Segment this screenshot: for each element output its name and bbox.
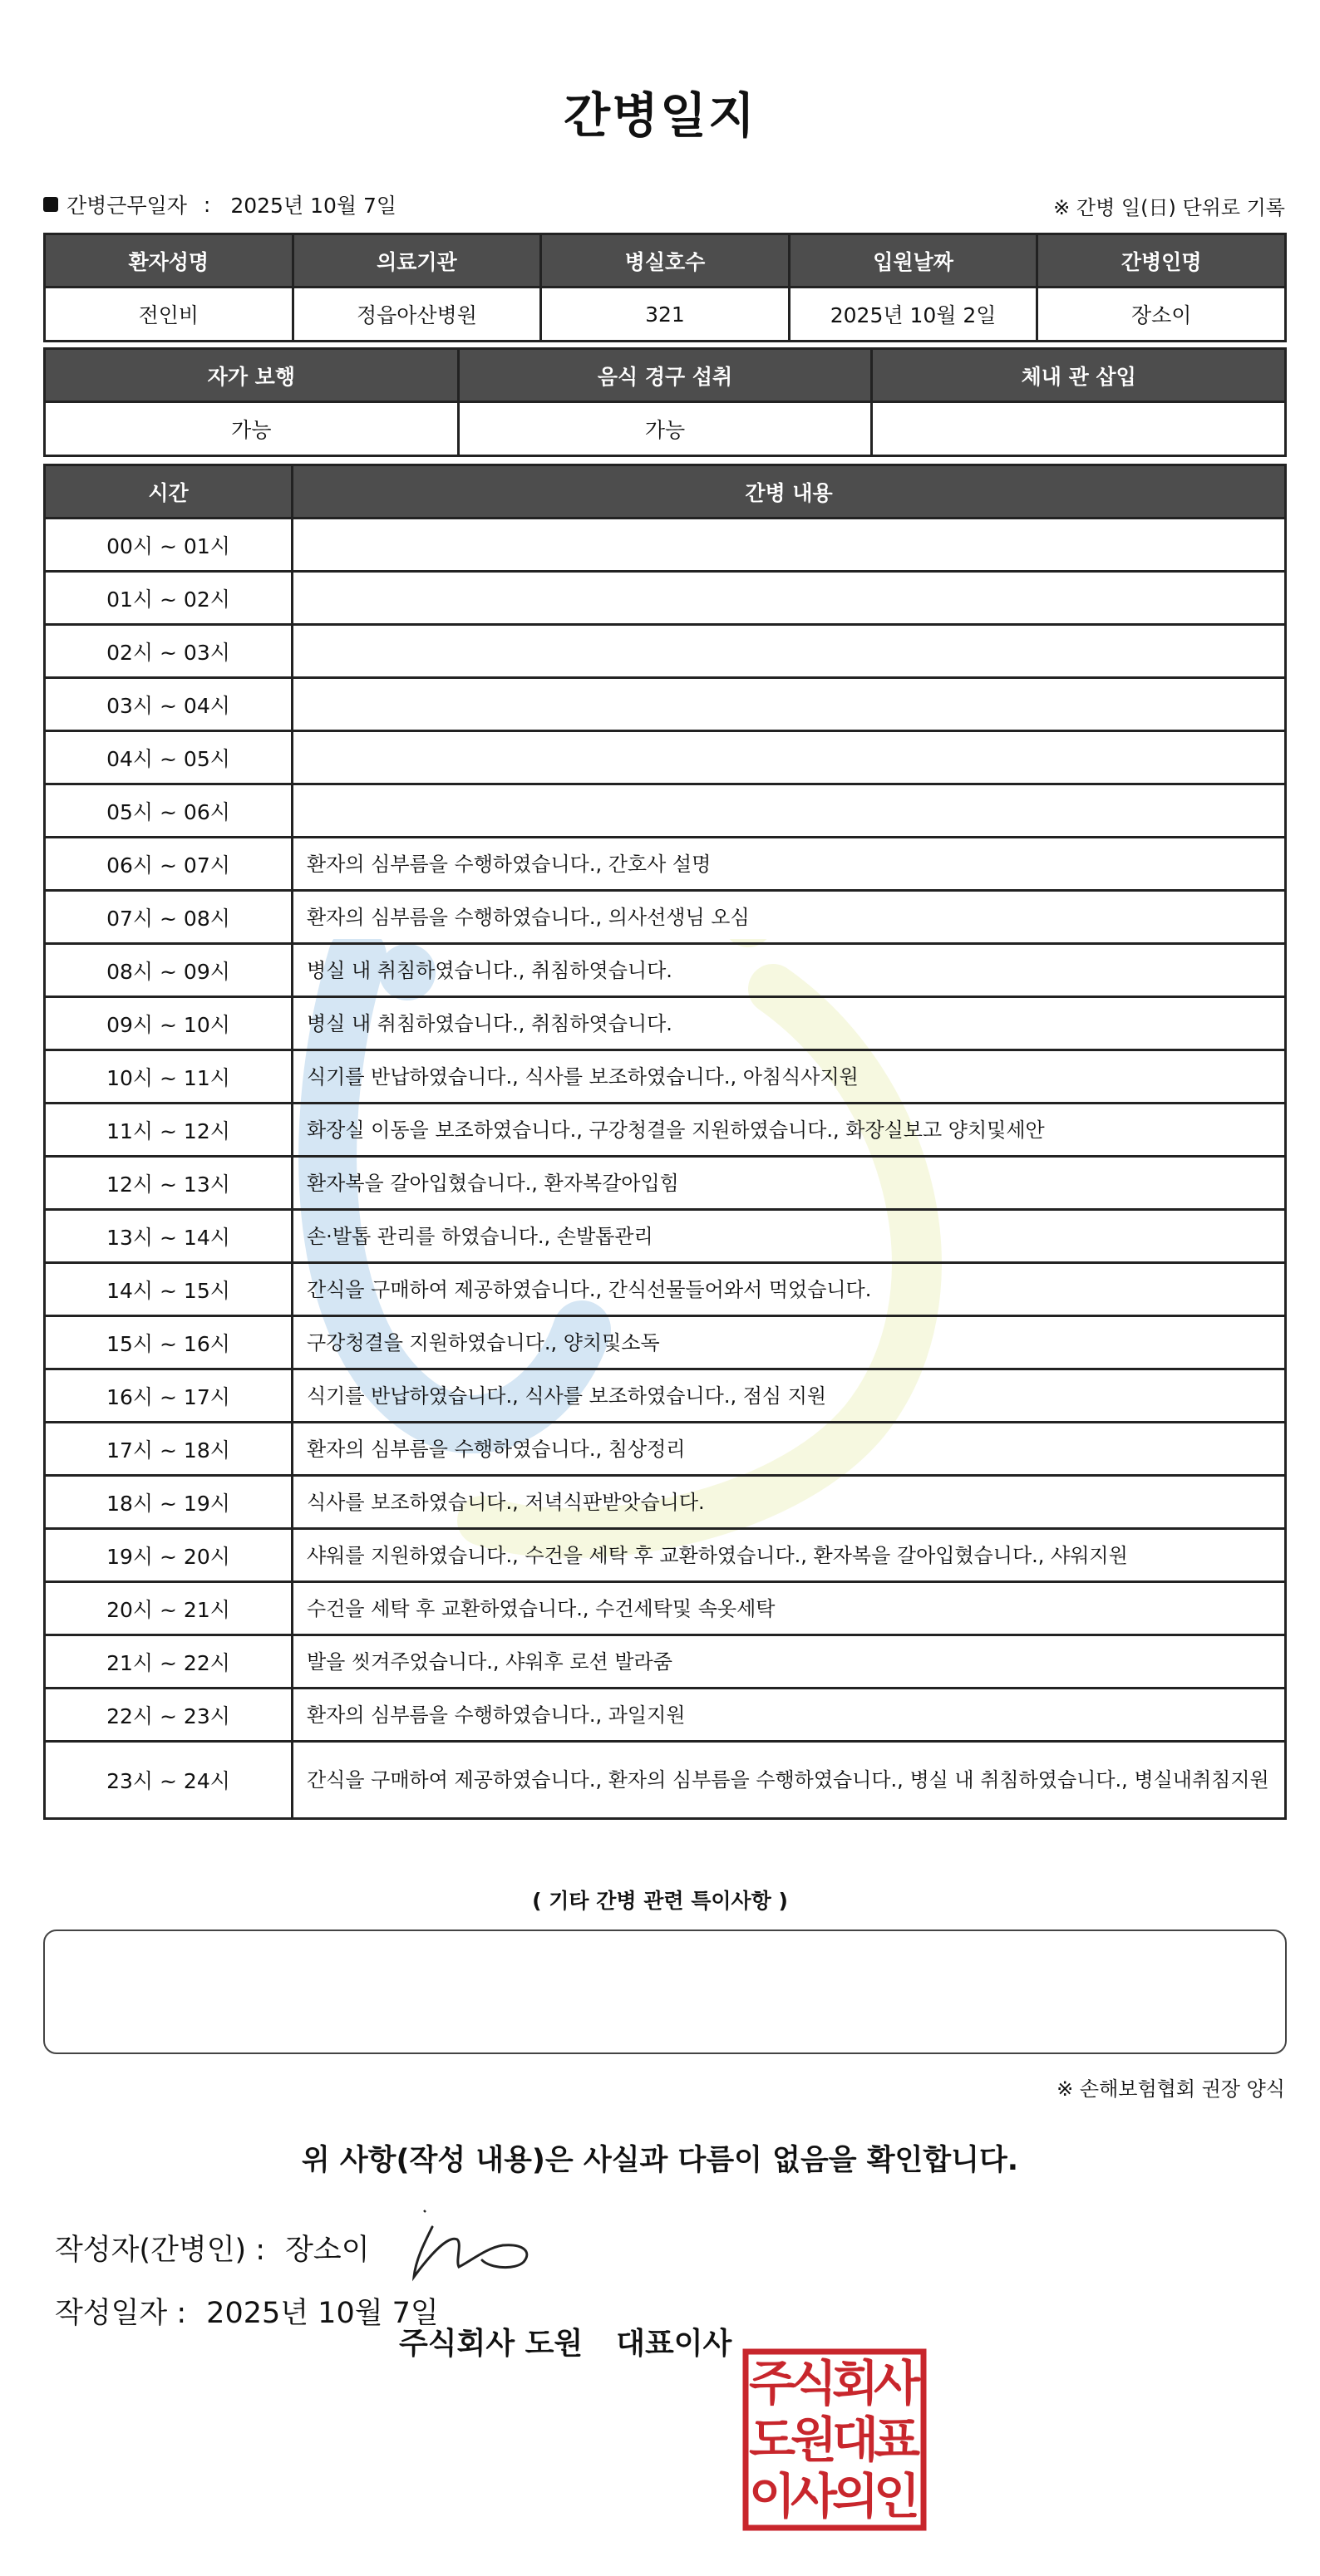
content-cell: 화장실 이동을 보조하였습니다., 구강청결을 지원하였습니다., 화장실보고 양치및세안: [293, 1104, 1286, 1157]
table-row: [45, 944, 1286, 997]
content-cell: 간식을 구매하여 제공하였습니다., 환자의 심부름을 수행하였습니다., 병실 내 취침하였습니다., 병실내취침지원: [293, 1742, 1286, 1819]
table-row: [45, 1316, 1286, 1369]
seal-char: 인: [873, 2468, 921, 2524]
content-cell: 병실 내 취침하였습니다., 취침하엿습니다.: [293, 944, 1286, 997]
seal-char: 주: [748, 2355, 796, 2411]
writer-name: 장소이: [285, 2234, 370, 2267]
time-cell: 16시 ~ 17시: [45, 1369, 293, 1423]
header-walking: 자가 보행: [45, 349, 459, 402]
signature-icon: [407, 2202, 540, 2293]
content-cell: 간식을 구매하여 제공하였습니다., 간식선물들어와서 먹었습니다.: [293, 1263, 1286, 1316]
hospital: 정읍아산병원: [293, 288, 541, 342]
company-line: [399, 2320, 731, 2362]
time-cell: 15시 ~ 16시: [45, 1316, 293, 1369]
table-row: [45, 1263, 1286, 1316]
content-cell: 수건을 세탁 후 교환하였습니다., 수건세탁및 속옷세탁: [293, 1582, 1286, 1635]
table-row: [45, 784, 1286, 838]
tube-value: [872, 402, 1286, 456]
time-cell: 12시 ~ 13시: [45, 1157, 293, 1210]
patient-status-table: [43, 347, 1287, 457]
content-cell: 환자의 심부름을 수행하였습니다., 침상정리: [293, 1423, 1286, 1476]
content-cell: 환자의 심부름을 수행하였습니다., 과일지원: [293, 1689, 1286, 1742]
seal-char: 사: [790, 2468, 838, 2524]
content-cell: 환자의 심부름을 수행하였습니다., 의사선생님 오심: [293, 891, 1286, 944]
work-date: [43, 189, 396, 219]
time-cell: 08시 ~ 09시: [45, 944, 293, 997]
time-cell: 02시 ~ 03시: [45, 625, 293, 678]
time-cell: 20시 ~ 21시: [45, 1582, 293, 1635]
representative-title: 대표이사: [616, 2327, 732, 2361]
caregiver-name: 장소이: [1037, 288, 1286, 342]
seal-char: 이: [748, 2468, 796, 2524]
table-row: [45, 625, 1286, 678]
table-row: [45, 1210, 1286, 1263]
content-cell: [293, 519, 1286, 572]
content-cell: [293, 784, 1286, 838]
content-cell: 환자의 심부름을 수행하였습니다., 간호사 설명: [293, 838, 1286, 891]
work-date-separator: :: [203, 192, 211, 217]
time-cell: 23시 ~ 24시: [45, 1742, 293, 1819]
time-cell: 06시 ~ 07시: [45, 838, 293, 891]
confirmation-statement: 위 사항(작성 내용)은 사실과 다름이 없음을 확인합니다.: [301, 2144, 1019, 2177]
table-row: [45, 1689, 1286, 1742]
table-row: [45, 891, 1286, 944]
time-cell: 18시 ~ 19시: [45, 1476, 293, 1529]
time-cell: 17시 ~ 18시: [45, 1423, 293, 1476]
time-cell: 19시 ~ 20시: [45, 1529, 293, 1582]
form-note: ※ 손해보험협회 권장 양식: [1056, 2077, 1285, 2101]
table-row: [45, 678, 1286, 731]
patient-name: 전인비: [45, 288, 293, 342]
table-row: [45, 1157, 1286, 1210]
table-row: [45, 1050, 1286, 1104]
work-date-value: 2025년 10월 7일: [230, 194, 397, 218]
care-log-table: [43, 464, 1287, 1820]
content-cell: 발을 씻겨주었습니다., 샤워후 로션 발라줌: [293, 1635, 1286, 1689]
company-seal-icon: [742, 2348, 927, 2531]
table-row: [45, 1476, 1286, 1529]
table-row: [45, 838, 1286, 891]
table-row: [45, 1742, 1286, 1819]
header-patient-name: 환자성명: [45, 234, 293, 288]
table-row: [45, 1423, 1286, 1476]
seal-char: 표: [873, 2411, 921, 2468]
content-cell: [293, 731, 1286, 784]
written-date-label: 작성일자 :: [55, 2297, 187, 2330]
time-cell: 00시 ~ 01시: [45, 519, 293, 572]
walking-value: 가능: [45, 402, 459, 456]
seal-char: 회: [831, 2355, 879, 2411]
header-tube: 체내 관 삽입: [872, 349, 1286, 402]
writer-line: [55, 2227, 370, 2269]
table-row: [45, 1582, 1286, 1635]
square-bullet-icon: [43, 197, 58, 212]
seal-char: 원: [790, 2411, 838, 2468]
table-row: [45, 997, 1286, 1050]
content-cell: 구강청결을 지원하였습니다., 양치및소독: [293, 1316, 1286, 1369]
table-row: [45, 1529, 1286, 1582]
unit-note: ※ 간병 일(日) 단위로 기록: [1053, 196, 1285, 219]
content-cell: 손·발톱 관리를 하였습니다., 손발톱관리: [293, 1210, 1286, 1263]
time-cell: 14시 ~ 15시: [45, 1263, 293, 1316]
time-cell: 10시 ~ 11시: [45, 1050, 293, 1104]
header-care-content: 간병 내용: [293, 465, 1286, 519]
table-row: [45, 731, 1286, 784]
seal-char: 의: [831, 2468, 879, 2524]
header-hospital: 의료기관: [293, 234, 541, 288]
table-row: [45, 1369, 1286, 1423]
content-cell: [293, 572, 1286, 625]
content-cell: [293, 625, 1286, 678]
time-cell: 22시 ~ 23시: [45, 1689, 293, 1742]
time-cell: 05시 ~ 06시: [45, 784, 293, 838]
content-cell: 식사를 보조하였습니다., 저녁식판받앗습니다.: [293, 1476, 1286, 1529]
special-notes-box: [43, 1930, 1287, 2054]
admission-date: 2025년 10월 2일: [789, 288, 1037, 342]
time-cell: 13시 ~ 14시: [45, 1210, 293, 1263]
content-cell: 식기를 반납하였습니다., 식사를 보조하였습니다., 아침식사지원: [293, 1050, 1286, 1104]
time-cell: 07시 ~ 08시: [45, 891, 293, 944]
time-cell: 04시 ~ 05시: [45, 731, 293, 784]
document-title: 간병일지: [563, 87, 757, 144]
header-admission-date: 입원날짜: [789, 234, 1037, 288]
content-cell: 식기를 반납하였습니다., 식사를 보조하였습니다., 점심 지원: [293, 1369, 1286, 1423]
header-caregiver: 간병인명: [1037, 234, 1286, 288]
content-cell: 병실 내 취침하였습니다., 취침하엿습니다.: [293, 997, 1286, 1050]
special-notes-label: ( 기타 간병 관련 특이사항 ): [532, 1889, 788, 1913]
written-date-line: [55, 2290, 439, 2332]
table-row: [45, 1104, 1286, 1157]
room-number: 321: [541, 288, 790, 342]
time-cell: 21시 ~ 22시: [45, 1635, 293, 1689]
seal-char: 도: [748, 2411, 796, 2468]
content-cell: 샤워를 지원하였습니다., 수건을 세탁 후 교환하였습니다., 환자복을 갈아입혔습니다., 샤워지원: [293, 1529, 1286, 1582]
content-cell: [293, 678, 1286, 731]
time-cell: 01시 ~ 02시: [45, 572, 293, 625]
work-date-label: 간병근무일자: [66, 194, 187, 218]
patient-info-table: [43, 233, 1287, 342]
time-cell: 03시 ~ 04시: [45, 678, 293, 731]
header-oral-intake: 음식 경구 섭취: [458, 349, 872, 402]
header-time: 시간: [45, 465, 293, 519]
company-name: 주식회사 도원: [399, 2327, 584, 2361]
seal-char: 사: [873, 2355, 921, 2411]
seal-char: 대: [831, 2411, 879, 2468]
header-room: 병실호수: [541, 234, 790, 288]
oral-intake-value: 가능: [458, 402, 872, 456]
table-row: [45, 1635, 1286, 1689]
table-row: [45, 572, 1286, 625]
time-cell: 09시 ~ 10시: [45, 997, 293, 1050]
written-date-value: 2025년 10월 7일: [206, 2297, 439, 2330]
content-cell: 환자복을 갈아입혔습니다., 환자복갈아입힘: [293, 1157, 1286, 1210]
time-cell: 11시 ~ 12시: [45, 1104, 293, 1157]
table-row: [45, 519, 1286, 572]
writer-label: 작성자(간병인) :: [55, 2234, 266, 2267]
seal-char: 식: [790, 2355, 838, 2411]
